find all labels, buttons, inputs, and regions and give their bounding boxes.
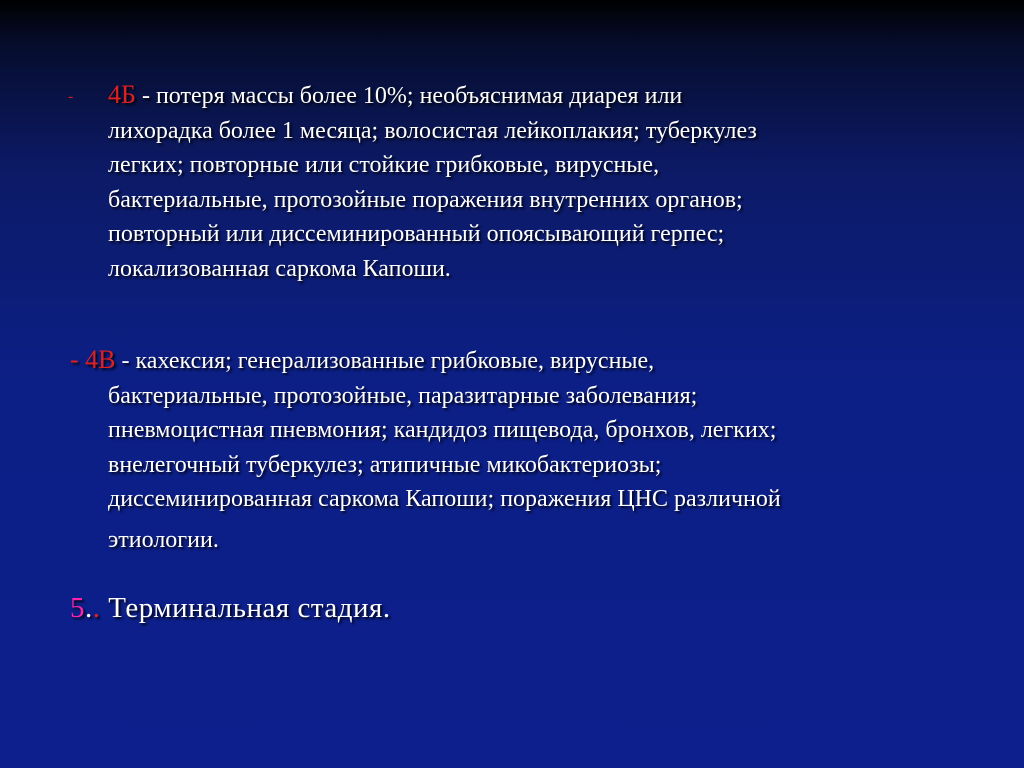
- stage-4b-line-2: лихорадка более 1 месяца; волосистая лейкоплакия; туберкулез: [108, 117, 757, 144]
- stage-4v-paragraph: [70, 343, 990, 557]
- stage-4b-line-6: локализованная саркома Капоши.: [108, 255, 451, 282]
- stage-4b-line-3: легких; повторные или стойкие грибковые, вирусные,: [108, 152, 660, 178]
- stage-4v-line-1: кахексия; генерализованные грибковые, вирусные,: [135, 348, 655, 374]
- stage-4v-line-5: диссеминированная саркома Капоши; поражения ЦНС различной: [108, 486, 781, 512]
- stage-4b-label: 4Б: [108, 80, 136, 109]
- stage-4b-line-5: повторный или диссеминированный опоясывающий герпес;: [108, 221, 725, 247]
- stage-4b-line-1: потеря массы более 10%; необъяснимая диарея или: [155, 83, 683, 109]
- stage-4v-line-2: бактериальные, протозойные, паразитарные заболевания;: [108, 382, 698, 409]
- stage-4b-line-4: бактериальные, протозойные поражения внутренних органов;: [108, 186, 743, 213]
- stage-4v-separator: -: [115, 348, 136, 374]
- stage-4b-paragraph: [108, 78, 988, 286]
- stage-5-dot-white: .: [85, 592, 93, 624]
- bullet-dash: -: [68, 88, 74, 105]
- stage-5-title: Терминальная стадия.: [100, 592, 391, 624]
- stage-5-number: 5: [70, 592, 85, 624]
- stage-4v-line-3: пневмоцистная пневмония; кандидоз пищевода, бронхов, легких;: [108, 417, 777, 443]
- stage-5-dot-red: .: [92, 592, 101, 624]
- stage-4v-line-4: внелегочный туберкулез; атипичные микобактериозы;: [108, 451, 662, 478]
- stage-5-paragraph: [70, 592, 391, 625]
- stage-4v-line-6: этиологии.: [108, 526, 219, 553]
- stage-4v-label: - 4В: [70, 345, 116, 374]
- stage-4b-separator: -: [135, 83, 156, 109]
